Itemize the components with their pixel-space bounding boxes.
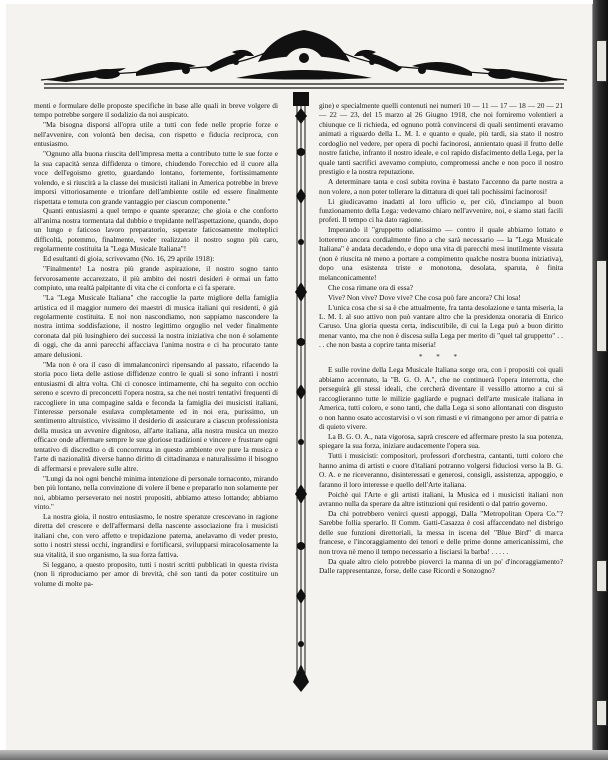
right-text-column xyxy=(319,101,563,576)
left-column-paragraph: "Ognuno alla buona riuscita dell'impresa metta a contributo tutte le sue forze e la sua capacità senza diffidenza o timore, chiudendo l'orecchio ed il cuore alla voce dell'egoismo gretto, guardando lontano, fortemente, fortissimamente volendo, e si riuscirà a la classe dei musicisti italiani in America potrebbe in breve imporsi vittoriosamente e trionfare dell'ambiente ostile ed essere finalmente rispettata e temuta con grande vantaggio per ciascun componente." xyxy=(34,149,278,206)
magazine-page xyxy=(6,4,593,750)
left-column-paragraph: "La "Lega Musicale Italiana" che raccoglie la parte migliore della famiglia artistica ed il maggior numero dei maestri di musica italiani qui residenti, è già regolarmente costituita. E noi non nascondiamo, non sappiamo nascondere la nostra intima soddisfazione, il nostro legittimo orgoglio nel veder finalmente coronata dal più lusinghiero dei successi la nostra iniziativa che non è solamente di oggi, che da anni parecchi affacciava l'anima nostra e ci ha procurato tante amare delusioni. xyxy=(34,293,278,359)
left-column-paragraph: "Ma bisogna disporsi all'opra utile a tutti con fede nelle proprie forze e nell'avvenire, con volontà ben decisa, con rispetto e fiducia reciproca, con entusiasmo. xyxy=(34,120,278,149)
left-column-paragraph: La nostra gioia, il nostro entusiasmo, le nostre speranze crescevano in ragione diretta del crescere e dell'affermarsi della nascente associazione fra i musicisti italiani che, con vero affetto e trepidazione paterna, anelavamo di veder presto, sotto i nostri stessi occhi, ingrandirsi e fortificarsi, svilupparsi miracolosamente la sua vitalità, il suo organismo, la sua forza fattiva. xyxy=(34,511,278,559)
left-column-paragraph: "Finalmente! La nostra più grande aspirazione, il nostro sogno tanto fervorosamente accarezzato, il più ambito dei nostri desideri è ormai un fatto compiuto, una realtà palpitante di vita che ci conforta e ci fa sperare. xyxy=(34,264,278,293)
right-column-paragraph: gine) e specialmente quelli contenuti nei numeri 10 — 11 — 17 — 18 — 20 — 21 — 22 — 23, del 15 marzo al 26 Giugno 1918, che noi forniremo volentieri a chiunque ce li richieda, ed ognuno potrà convincersi di quali sentimenti eravamo animati a riguardo della L. M. I. e quanto e quale, più tardi, sia stato il nostro cordoglio nel vedere, per opera di pochi facinorosi, annientato quasi il frutto delle nostre fatiche, infranto il nostro ideale, e col rapido disfacimento della Lega, per la quale tanti sacrifici avevamo compiuto, compromessi anche e non poco il nostro prestigio e la nostra reputazione. xyxy=(319,101,563,177)
page-bottom-edge xyxy=(0,750,608,760)
right-column-paragraph: Che cosa rimane ora di essa? xyxy=(328,282,414,292)
column-divider-ornament xyxy=(289,92,313,692)
right-column-paragraph: Da quale altro cielo potrebbe pioverci la manna di un po' d'incoraggiamento? Dalle rappresentanze, forse, delle case Ricordi e Sonzogno? xyxy=(319,556,563,576)
right-column-paragraph: L'unica cosa che si sa è che attualmente, fra tanta desolazione e tanta miseria, la L. M. I. al suo attivo non può vantare altro che la presidenza onoraria di Enrico Caruso. Una gloria questa certa, indiscutibile, di cui la Lega può a buon diritto menar vanto, ma che non è discesa sulla Lega per merito di "quel tal gruppetto" . . . . che non basta a coprire tanta miseria! xyxy=(319,302,563,350)
right-column-paragraph: Da chi potrebbero venirci questi appoggi, Dalla "Metropolitan Opera Co."? Sarebbe follia sperarlo. Il Comm. Gatti-Casazza è così affaccendato nel disbrigo delle sue funzioni direttoriali, la messa in iscena del "Blue Bird" di marca francese, e l'incoraggiamento dei tenori e delle prime donne americanissimi, che non trova nè meno il tempo necessario a lisciarsi la barba! . . . . . xyxy=(319,509,563,556)
left-text-column xyxy=(34,101,278,589)
right-column-paragraph: A determinare tanta e così subita rovina è bastato l'accenno da parte nostra a non volere, a non poter tollerare la dittatura di quei tali pochissimi facinorosi! xyxy=(319,177,563,196)
right-column-paragraph: La B. G. O. A., nata vigorosa, saprà crescere ed affermare presto la sua potenza, spiegare la sua forza, iniziare audacemente l'opera sua. xyxy=(319,431,563,451)
left-column-paragraph: menti e formulare delle proposte specifiche in base alle quali in breve volgere di tempo potrebbe sorgere il sodalizio da noi auspicato. xyxy=(34,101,278,120)
header-ornament-banner xyxy=(36,22,572,92)
right-column-paragraph: Poichè qui l'Arte e gli artisti italiani, la Musica ed i musicisti italiani non avranno nulla da sperare da altre istituzioni qui residenti o dal patrio governo. xyxy=(319,489,563,509)
left-column-paragraph: Ed esultanti di gioia, scrivevamo (No. 16, 29 aprile 1918): xyxy=(43,254,215,264)
left-column-paragraph: Quanti entusiasmi a quel tempo e quante speranze; che gioia e che conforto all'anima nostra tormentata dal dubbio e trepidante nell'aspettazione, quando, dopo un lungo e faticoso lavoro preparatorio, superate faticosamente molteplici difficoltà, potemmo, finalmente, veder realizzato il nostro sogno più caro, regolarmente costituita la "Lega Musicale Italiana"! xyxy=(34,206,278,254)
right-column-paragraph: Tutti i musicisti: compositori, professori d'orchestra, cantanti, tutti coloro che hanno anima di artisti e cuore d'italiani potranno volgersi fiduciosi verso la B. G. O. A. e ne riceveranno, disinteressati e generosi, consigli, assistenza, appoggio, e faranno il loro interesse e quello dell'Arte italiana. xyxy=(319,451,563,489)
adjacent-page-edge xyxy=(593,0,608,760)
right-column-paragraph: * * * xyxy=(419,352,463,361)
left-column-paragraph: "Lungi da noi ogni benchè minima intenzione di personale tornaconto, mirando ben più lontano, nella convinzione di volere il bene e prepararlo non solamente per noi, abbiamo perseverato nei nostri propositi, abbiamo atteso lottando; abbiamo vinto." xyxy=(34,473,278,512)
right-column-paragraph: Li giudicavamo inadatti al loro ufficio e, per ciò, d'inciampo al buon funzionamento della Lega: vedevamo chiaro nell'avvenire, noi, e siamo stati facili profeti. Il tempo ci ha dato ragione. xyxy=(319,196,563,225)
left-column-paragraph: Si leggano, a questo proposito, tutti i nostri scritti pubblicati in questa rivista (non li riproduciamo per amor di brevità, chè son tanti da poter costituire un volume di molte pa- xyxy=(34,559,278,588)
right-column-paragraph: Imperando il "gruppetto odiatissimo — contro il quale abbiamo lottato e lotteremo ancora cordialmente fino a che sarà necessario — la "Lega Musicale Italiana" è andata decadendo, e dopo una vita di parecchi mesi inutilmente vissuta (non è riuscita nè meno a portare a compimento qualche nostra buona iniziativa), dopo una esistenza triste e monotona, desolata, sparuta, è finita melanconicamente! xyxy=(319,225,563,282)
right-column-paragraph: E sulle rovine della Lega Musicale Italiana sorge ora, con i propositi coi quali abbiamo accennato, la "B. G. O. A.", che ne continuerà l'opera interrotta, che perseguirà gli stessi ideali, che cercherà diventare il vessillo attorno a cui si raccoglieranno tutte le milizie gagliarde e pugnaci dell'arte musicale italiana in America, tutti coloro, e sono tanti, che dalla Lega si sono allontanati con disgusto o non hanno osato accostarvisi o vi son rimasti e vi rimangono per amor di patria e di quieto vivere. xyxy=(319,365,563,431)
left-column-paragraph: "Ma non è ora il caso di immalanconirci ripensando al passato, rifacendo la storia poco lieta delle astiose diffidenze contro le quali si sono infranti i nostri entusiasmi di altra volta. Chi ci conosce intimamente, chi ha seguito con occhio sereno e scevro di preconcetti l'opera nostra, sa che nei nostri tentativi frequenti di raccogliere in una compagine salda e feconda la famiglia dei musicisti italiani, l'interesse personale esulava completamente ed in noi era, purissimo, un sentimento altruistico, vivissimo il desiderio di assicurare a ciascun professionista della musica un avvenire dignitoso, all'arte italiana, alla nostra musica un mezzo efficace onde affermare sempre le sue gloriose tradizioni e vincere e frustrare ogni tentativo di discredito o di concorrenza in questo ambiente ove pure la musica e l'arte di nazionalità diverse hanno diritto di cittadinanza e naturalissimo il bisogno di affermarsi e prevalere sulle altre. xyxy=(34,359,278,473)
right-column-paragraph: Vive? Non vive? Dove vive? Che cosa può fare ancora? Chi losa! xyxy=(328,292,521,302)
